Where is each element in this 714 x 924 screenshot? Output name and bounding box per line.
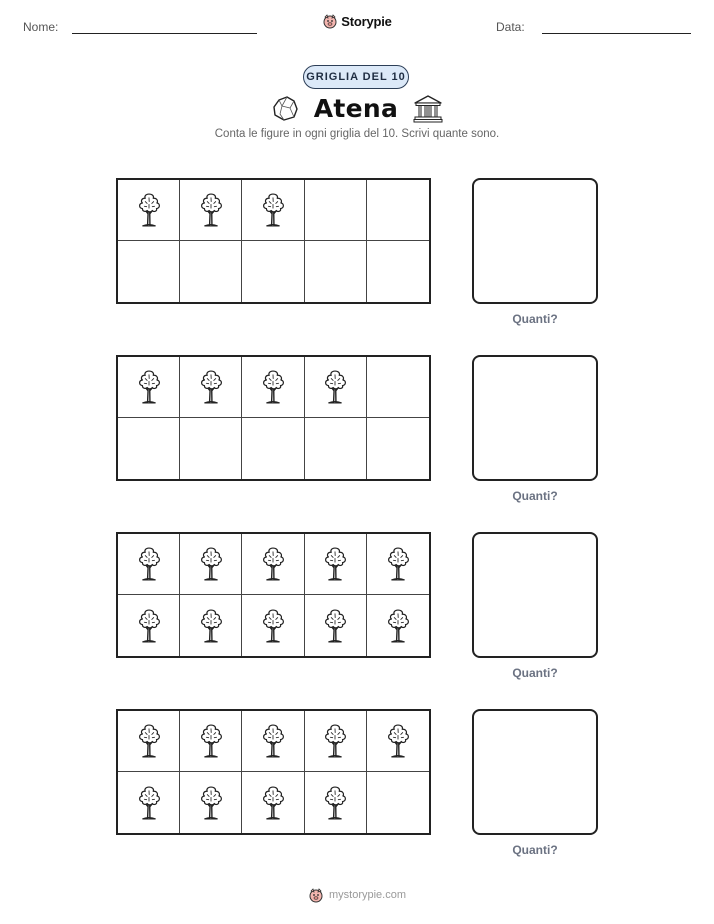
ten-frame-cell <box>118 772 180 833</box>
ten-frame-cell <box>367 418 429 479</box>
ten-frame-cell <box>118 357 180 418</box>
ten-frame-cell <box>180 711 242 772</box>
answer-label-3: Quanti? <box>512 666 558 680</box>
temple-icon <box>412 93 444 123</box>
ten-frame-2 <box>116 355 431 481</box>
ten-frame-cell <box>305 595 367 656</box>
answer-label-1: Quanti? <box>512 312 558 326</box>
brand-logo <box>0 13 714 29</box>
tree-icon <box>320 784 350 822</box>
ten-frame-cell <box>242 241 304 302</box>
brand-name: Storypie <box>341 13 392 29</box>
ten-frame-cell <box>180 418 242 479</box>
ten-frame-cell <box>118 534 180 595</box>
instructions: Conta le figure in ogni griglia del 10. Scrivi quante sono. <box>214 128 500 140</box>
ten-frame-cell <box>305 418 367 479</box>
ten-frame-cell <box>305 357 367 418</box>
ten-frame-cell <box>305 534 367 595</box>
ten-frame-cell <box>180 241 242 302</box>
ten-frame-4 <box>116 709 431 835</box>
tree-icon <box>320 368 350 406</box>
tree-icon <box>258 368 288 406</box>
ten-frame-cell <box>118 418 180 479</box>
answer-label-4: Quanti? <box>512 843 558 857</box>
ten-frame-cell <box>305 711 367 772</box>
tree-icon <box>258 545 288 583</box>
tree-icon <box>196 607 226 645</box>
answer-box-2[interactable] <box>472 355 598 481</box>
tree-icon <box>196 368 226 406</box>
tree-icon <box>134 368 164 406</box>
ten-frame-cell <box>305 180 367 241</box>
ten-frame-cell <box>180 595 242 656</box>
tree-icon <box>134 784 164 822</box>
answer-box-4[interactable] <box>472 709 598 835</box>
tree-icon <box>320 722 350 760</box>
tree-icon <box>134 722 164 760</box>
ten-frame-cell <box>118 180 180 241</box>
tree-icon <box>196 722 226 760</box>
tree-icon <box>383 545 413 583</box>
tree-icon <box>196 784 226 822</box>
tree-icon <box>196 191 226 229</box>
tree-icon <box>258 191 288 229</box>
tree-icon <box>196 545 226 583</box>
tree-icon <box>383 607 413 645</box>
tree-icon <box>134 607 164 645</box>
name-label: Nome: <box>23 20 59 34</box>
pig-mascot-icon <box>308 887 324 903</box>
answer-box-1[interactable] <box>472 178 598 304</box>
ten-frame-cell <box>118 711 180 772</box>
ten-frame-cell <box>367 534 429 595</box>
ten-frame-cell <box>367 711 429 772</box>
ten-frame-cell <box>242 711 304 772</box>
ten-frame-cell <box>242 595 304 656</box>
page-title: Atena <box>313 93 399 123</box>
tree-icon <box>134 545 164 583</box>
ten-frame-cell <box>118 241 180 302</box>
tree-icon <box>383 722 413 760</box>
date-line[interactable] <box>542 33 691 34</box>
tree-icon <box>320 607 350 645</box>
worksheet-type-badge: GRIGLIA DEL 10 <box>303 65 409 89</box>
ten-frame-cell <box>180 180 242 241</box>
ten-frame-cell <box>242 772 304 833</box>
ten-frame-cell <box>367 241 429 302</box>
ten-frame-cell <box>242 534 304 595</box>
ten-frame-cell <box>180 534 242 595</box>
ten-frame-cell <box>367 595 429 656</box>
ten-frame-cell <box>118 595 180 656</box>
title-row <box>0 92 714 124</box>
answer-box-3[interactable] <box>472 532 598 658</box>
answer-label-2: Quanti? <box>512 489 558 503</box>
pig-mascot-icon <box>322 13 338 29</box>
ten-frame-cell <box>180 357 242 418</box>
ten-frame-cell <box>305 772 367 833</box>
ten-frame-cell <box>367 772 429 833</box>
footer-url[interactable]: mystorypie.com <box>328 889 407 901</box>
ten-frame-cell <box>305 241 367 302</box>
ten-frame-cell <box>242 418 304 479</box>
ten-frame-cell <box>180 772 242 833</box>
ten-frame-3 <box>116 532 431 658</box>
tree-icon <box>258 607 288 645</box>
footer <box>0 887 714 903</box>
ten-frame-cell <box>242 357 304 418</box>
rock-icon <box>270 93 300 123</box>
ten-frame-cell <box>367 180 429 241</box>
tree-icon <box>134 191 164 229</box>
tree-icon <box>258 784 288 822</box>
date-label: Data: <box>496 20 525 34</box>
tree-icon <box>320 545 350 583</box>
ten-frame-cell <box>367 357 429 418</box>
ten-frame-cell <box>242 180 304 241</box>
name-line[interactable] <box>72 33 257 34</box>
tree-icon <box>258 722 288 760</box>
ten-frame-1 <box>116 178 431 304</box>
